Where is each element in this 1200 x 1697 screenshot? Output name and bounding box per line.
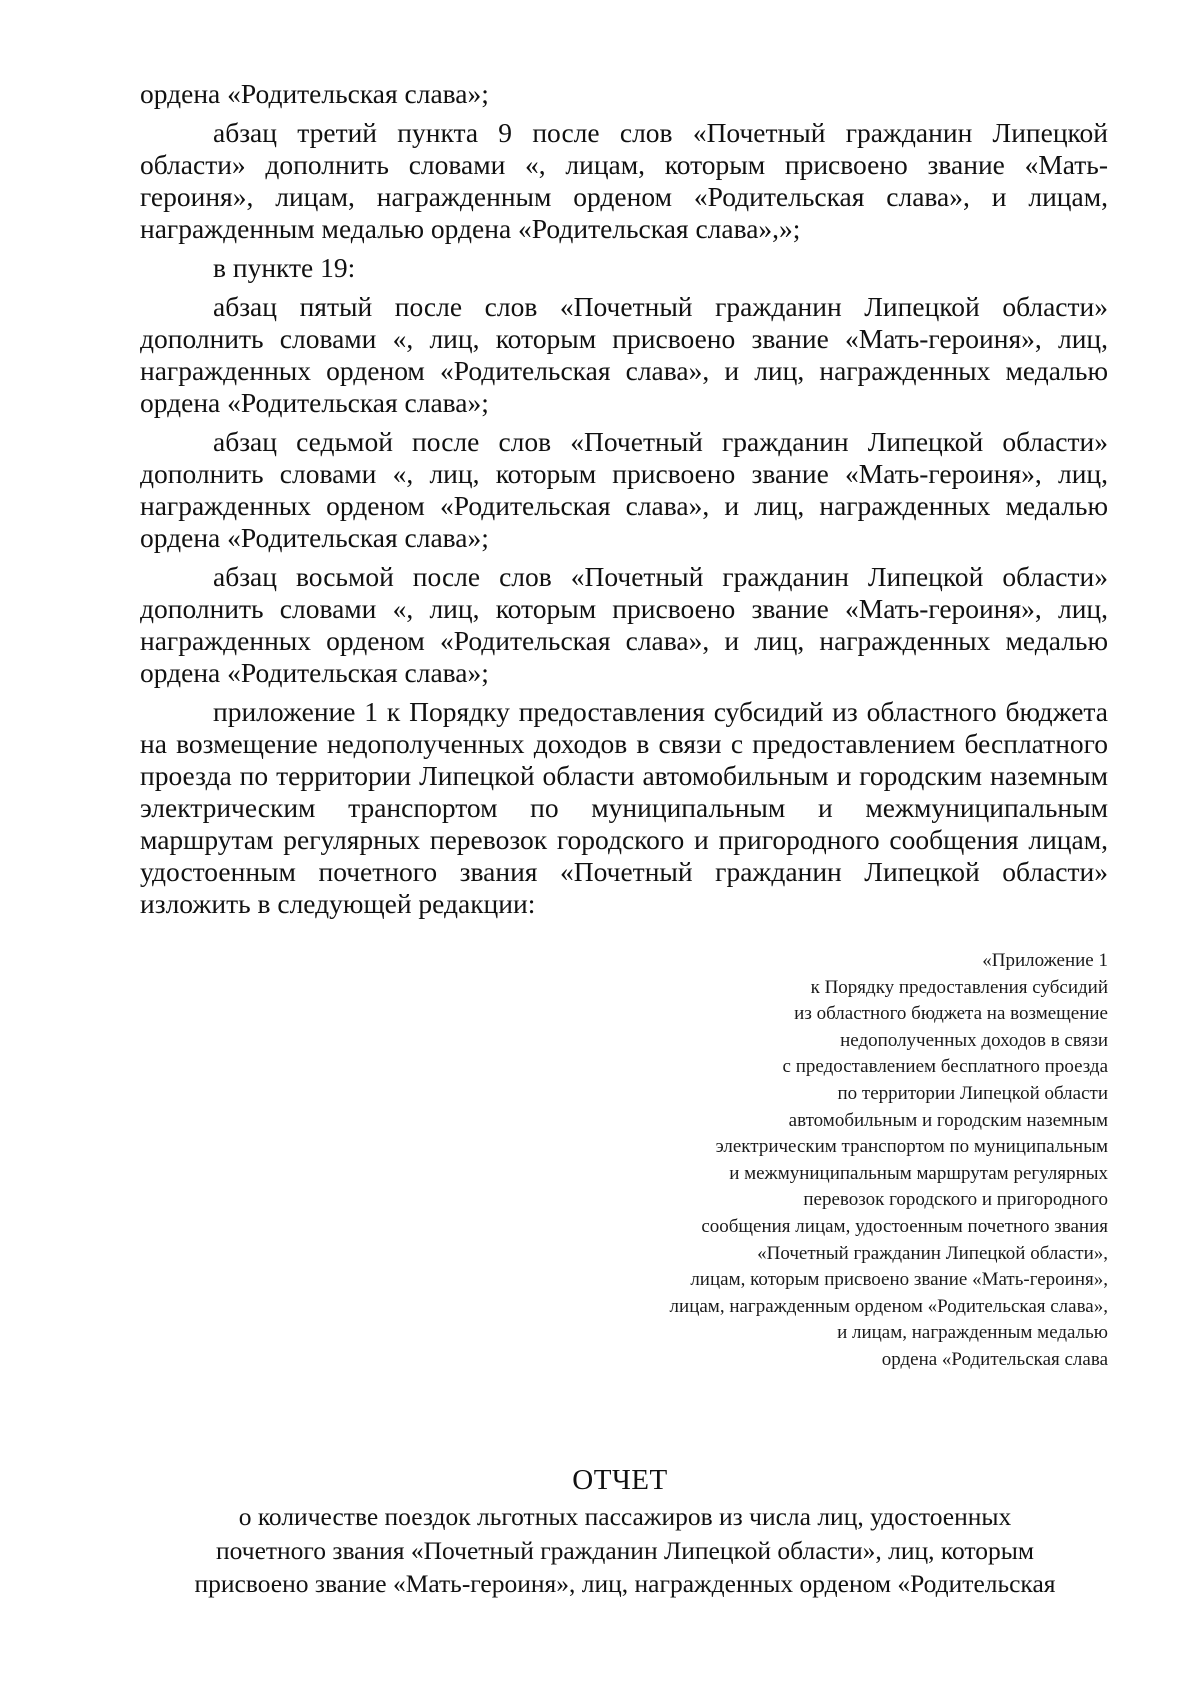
appendix-line: лицам, которым присвоено звание «Мать-героиня», (690, 1269, 1108, 1291)
paragraph-point-19-heading: в пункте 19: (213, 252, 356, 283)
paragraph-point-19-seventh: абзац седьмой после слов «Почетный гражданин Липецкой области» дополнить словами «, лиц, которым присвоено звание «Мать-героиня», лиц, награжденных орденом «Родительская слава», и лиц, награжденных медалью ордена «Родительская слава»; (140, 426, 1108, 553)
appendix-line: недополученных доходов в связи (840, 1029, 1108, 1051)
appendix-line: сообщения лицам, удостоенным почетного звания (701, 1215, 1108, 1237)
appendix-line: к Порядку предоставления субсидий (810, 976, 1108, 998)
appendix-line: и межмуниципальным маршрутам регулярных (729, 1162, 1108, 1184)
appendix-line: по территории Липецкой области (837, 1082, 1108, 1104)
paragraph-point-9: абзац третий пункта 9 после слов «Почетный гражданин Липецкой области» дополнить словами «, лицам, которым присвоено звание «Мать-героиня», лицам, награжденным орденом «Родительская слава», и лицам, награжденным медалью ордена «Родительская слава»,»; (140, 117, 1108, 244)
paragraph-continuation: ордена «Родительская слава»; (140, 78, 489, 109)
paragraph-appendix-intro: приложение 1 к Порядку предоставления субсидий из областного бюджета на возмещение недополученных доходов в связи с предоставлением бесплатного проезда по территории Липецкой области автомобильным и городским наземным электрическим транспортом по муниципальным и межмуниципальным маршрутам регулярных перевозок городского и пригородного сообщения лицам, удостоенным почетного звания «Почетный гражданин Липецкой области» изложить в следующей редакции: (140, 696, 1108, 919)
appendix-line: «Почетный гражданин Липецкой области», (757, 1242, 1108, 1264)
amendment-text (140, 78, 1108, 927)
report-subtitle (130, 1500, 1120, 1601)
report-title: ОТЧЕТ (572, 1464, 668, 1496)
appendix-line: электрическим транспортом по муниципальным (715, 1136, 1108, 1158)
appendix-line: перевозок городского и пригородного (803, 1189, 1108, 1211)
appendix-line: «Приложение 1 (982, 950, 1108, 971)
appendix-line: ордена «Родительская слава (881, 1348, 1108, 1370)
report-subtitle-line: почетного звания «Почетный гражданин Липецкой области», лиц, которым (216, 1535, 1034, 1565)
appendix-line: из областного бюджета на возмещение (794, 1003, 1108, 1025)
paragraph-point-19-fifth: абзац пятый после слов «Почетный гражданин Липецкой области» дополнить словами «, лиц, которым присвоено звание «Мать-героиня», лиц, награжденных орденом «Родительская слава», и лиц, награжденных медалью ордена «Родительская слава»; (140, 291, 1108, 418)
appendix-line: лицам, награжденным орденом «Родительская слава», (669, 1295, 1108, 1317)
appendix-line: автомобильным и городским наземным (788, 1109, 1108, 1131)
appendix-line: с предоставлением бесплатного проезда (782, 1056, 1108, 1078)
paragraph-point-19-eighth: абзац восьмой после слов «Почетный гражданин Липецкой области» дополнить словами «, лиц, которым присвоено звание «Мать-героиня», лиц, награжденных орденом «Родительская слава», и лиц, награжденных медалью ордена «Родительская слава»; (140, 561, 1108, 688)
report-subtitle-line: присвоено звание «Мать-героиня», лиц, награжденных орденом «Родительская (194, 1569, 1056, 1598)
appendix-line: и лицам, награжденным медалью (837, 1322, 1108, 1344)
appendix-header (548, 948, 1108, 1374)
report-subtitle-line: о количестве поездок льготных пассажиров из числа лиц, удостоенных (238, 1502, 1012, 1531)
